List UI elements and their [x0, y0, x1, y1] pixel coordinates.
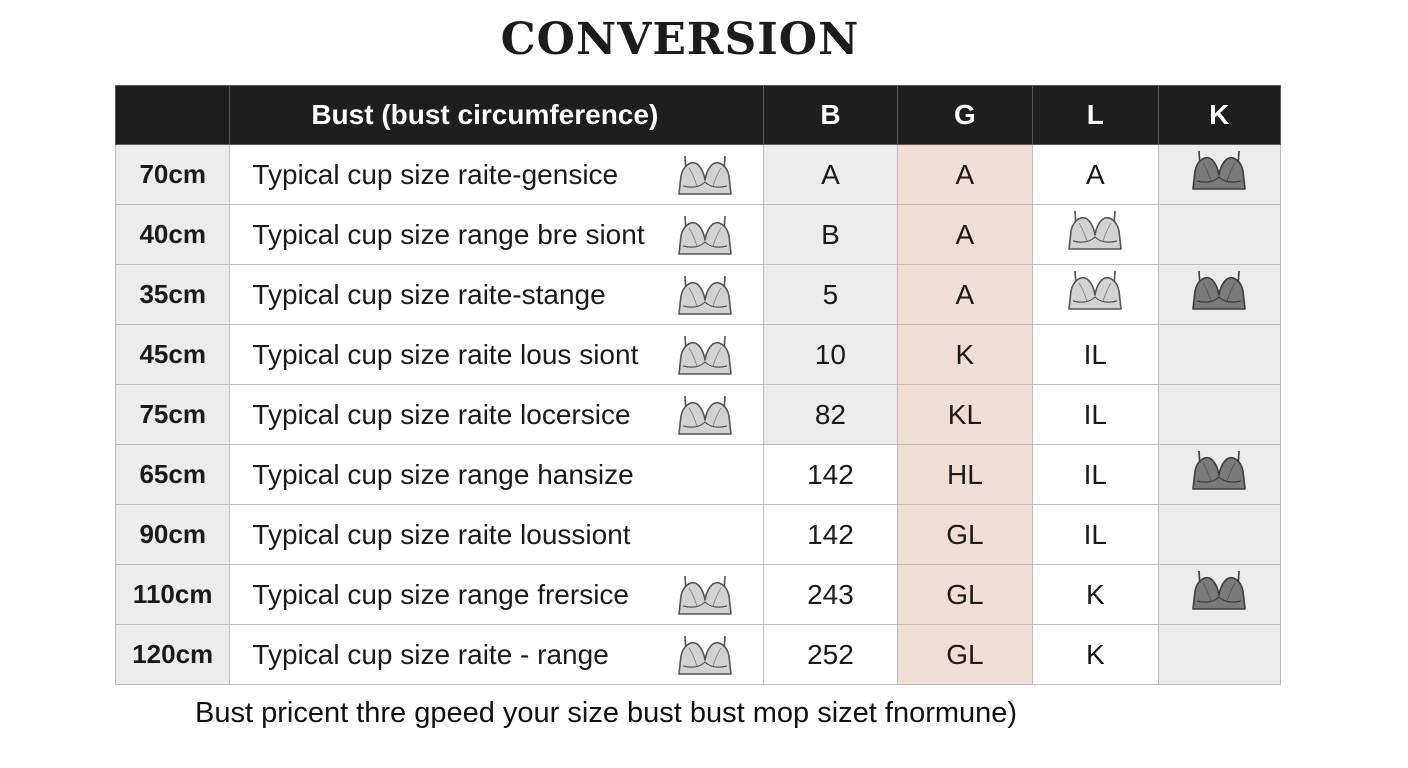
- bra-icon: [677, 574, 733, 625]
- k-cell: [1158, 325, 1280, 385]
- g-cell: K: [897, 325, 1032, 385]
- size-cell: 110cm: [116, 565, 230, 625]
- description-cell: [230, 445, 764, 505]
- size-cell: 70cm: [116, 145, 230, 205]
- l-cell: [1033, 265, 1158, 325]
- b-cell: B: [764, 205, 897, 265]
- header-g: G: [897, 86, 1032, 145]
- description-text: Typical cup size raite-stange: [252, 278, 606, 310]
- k-cell: [1158, 145, 1280, 205]
- table-row: [116, 265, 1281, 325]
- bra-icon: [677, 154, 733, 205]
- l-cell: IL: [1033, 505, 1158, 565]
- bra-icon: [677, 274, 733, 325]
- b-cell: A: [764, 145, 897, 205]
- table-row: [116, 145, 1281, 205]
- b-cell: 142: [764, 505, 897, 565]
- description-cell: [230, 145, 764, 205]
- b-cell: 243: [764, 565, 897, 625]
- l-cell: [1033, 205, 1158, 265]
- table-header-row: [116, 86, 1281, 145]
- size-cell: 35cm: [116, 265, 230, 325]
- g-cell: A: [897, 205, 1032, 265]
- bra-icon: [677, 214, 733, 265]
- description-cell: [230, 565, 764, 625]
- b-cell: 5: [764, 265, 897, 325]
- footer-note: Bust pricent thre gpeed your size bust bust mop sizet fnormune): [195, 697, 1018, 729]
- bra-dark-icon: [1191, 269, 1247, 320]
- l-cell: K: [1033, 625, 1158, 685]
- description-cell: [230, 625, 764, 685]
- description-cell: [230, 325, 764, 385]
- bra-dark-icon: [1191, 449, 1247, 500]
- table-row: [116, 565, 1281, 625]
- g-cell: A: [897, 145, 1032, 205]
- g-cell: HL: [897, 445, 1032, 505]
- description-text: Typical cup size raite lous siont: [252, 338, 639, 370]
- description-cell: [230, 385, 764, 445]
- table-row: [116, 325, 1281, 385]
- description-text: Typical cup size raite-gensice: [252, 158, 619, 190]
- bra-dark-icon: [1191, 149, 1247, 200]
- g-cell: A: [897, 265, 1032, 325]
- description-text: Typical cup size raite locersice: [252, 398, 631, 430]
- size-cell: 120cm: [116, 625, 230, 685]
- description-text: Typical cup size raite loussiont: [252, 518, 631, 550]
- b-cell: 82: [764, 385, 897, 445]
- l-cell: IL: [1033, 325, 1158, 385]
- bra-icon: [1067, 269, 1123, 320]
- g-cell: KL: [897, 385, 1032, 445]
- header-b: B: [764, 86, 897, 145]
- k-cell: [1158, 385, 1280, 445]
- conversion-table: [115, 85, 1281, 685]
- g-cell: GL: [897, 565, 1032, 625]
- description-text: Typical cup size range bre siont: [252, 218, 645, 250]
- k-cell: [1158, 625, 1280, 685]
- l-cell: K: [1033, 565, 1158, 625]
- header-bust: Bust (bust circumference): [230, 86, 764, 145]
- description-text: Typical cup size raite - range: [252, 638, 609, 670]
- k-cell: [1158, 445, 1280, 505]
- page-title: CONVERSION: [500, 14, 860, 65]
- size-cell: 65cm: [116, 445, 230, 505]
- description-text: Typical cup size range hansize: [252, 458, 634, 490]
- header-l: L: [1033, 86, 1158, 145]
- description-cell: [230, 265, 764, 325]
- table-row: [116, 445, 1281, 505]
- size-cell: 75cm: [116, 385, 230, 445]
- table-row: [116, 385, 1281, 445]
- k-cell: [1158, 265, 1280, 325]
- table-row: [116, 625, 1281, 685]
- bra-icon: [677, 394, 733, 445]
- bra-dark-icon: [1191, 569, 1247, 620]
- header-k: K: [1158, 86, 1280, 145]
- table-row: [116, 205, 1281, 265]
- l-cell: A: [1033, 145, 1158, 205]
- size-cell: 40cm: [116, 205, 230, 265]
- l-cell: IL: [1033, 445, 1158, 505]
- bra-icon: [677, 334, 733, 385]
- size-cell: 90cm: [116, 505, 230, 565]
- description-text: Typical cup size range frersice: [252, 578, 629, 610]
- b-cell: 10: [764, 325, 897, 385]
- size-cell: 45cm: [116, 325, 230, 385]
- bra-icon: [677, 634, 733, 685]
- g-cell: GL: [897, 505, 1032, 565]
- l-cell: IL: [1033, 385, 1158, 445]
- k-cell: [1158, 565, 1280, 625]
- k-cell: [1158, 505, 1280, 565]
- header-size: [116, 86, 230, 145]
- b-cell: 252: [764, 625, 897, 685]
- g-cell: GL: [897, 625, 1032, 685]
- k-cell: [1158, 205, 1280, 265]
- bra-icon: [1067, 209, 1123, 260]
- table-row: [116, 505, 1281, 565]
- description-cell: [230, 205, 764, 265]
- description-cell: [230, 505, 764, 565]
- b-cell: 142: [764, 445, 897, 505]
